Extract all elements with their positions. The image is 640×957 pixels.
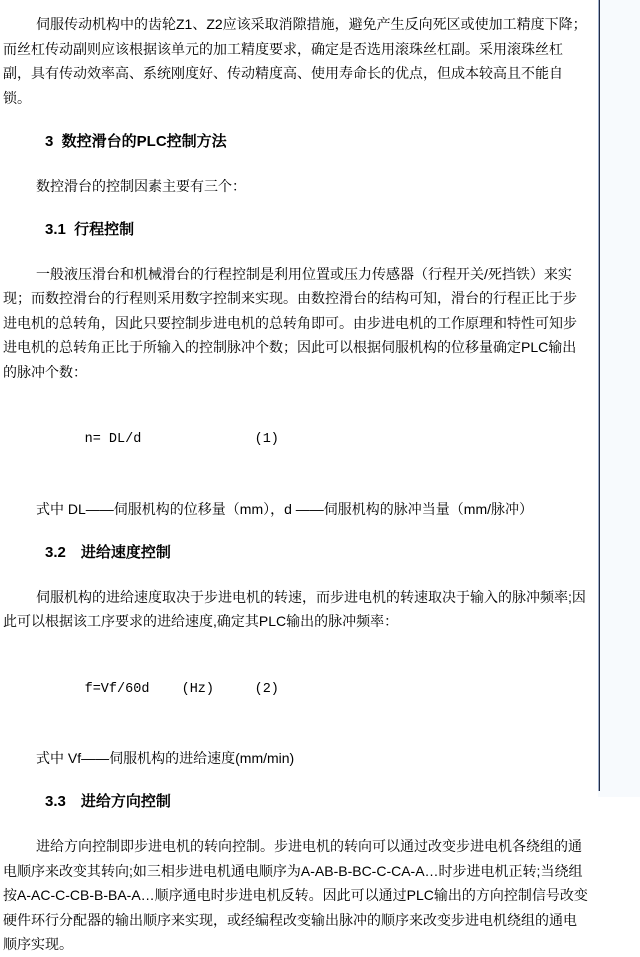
window-background-strip xyxy=(601,0,640,797)
paragraph-feed-speed: 伺服机构的进给速度取决于步进电机的转速，而步进电机的转速取决于输入的脉冲频率;因此可以根据该工序要求的进给速度,确定其PLC输出的脉冲频率： xyxy=(3,588,586,629)
heading-section-3-plc-control: 3 数控滑台的PLC控制方法 xyxy=(45,132,227,150)
paragraph-formula-2-legend: 式中 Vf——伺服机构的进给速度(mm/min) xyxy=(36,750,295,766)
formula-2-unit: (Hz) xyxy=(181,681,215,697)
paragraph-formula-1-legend: 式中 DL——伺服机构的位移量（mm），d ——伺服机构的脉冲当量（mm/脉冲） xyxy=(36,500,533,517)
heading-section-3-3-feed-direction-control: 3.3 进给方向控制 xyxy=(45,793,171,810)
formula-1-number: (1) xyxy=(254,432,279,447)
heading-section-3-1-stroke-control: 3.1 行程控制 xyxy=(45,220,135,238)
heading-section-3-2-feed-speed-control: 3.2 进给速度控制 xyxy=(45,543,171,561)
formula-pulse-count xyxy=(3,404,589,478)
formula-pulse-frequency xyxy=(3,653,589,727)
formula-2-number: (2) xyxy=(254,681,279,697)
paragraph-control-factors: 数控滑台的控制因素主要有三个： xyxy=(36,177,246,194)
paragraph-gear-backlash: 伺服传动机构中的齿轮Z1、Z2应该采取消隙措施，避免产生反向死区或使加工精度下降；而丝杠传动副则应该根据该单元的加工精度要求，确定是否选用滚珠丝杠副。采用滚珠丝杠副，具有传动效率高、系统刚度好、传动精度高、使用寿命长的优点，但成本较高且不能自锁。 xyxy=(3,16,587,106)
formula-1-expression: n= DL/d xyxy=(84,432,142,447)
paragraph-feed-direction: 进给方向控制即步进电机的转向控制。步进电机的转向可以通过改变步进电机各绕组的通电顺序来改变其转向;如三相步进电机通电顺序为A-AB-B-BC-C-CA-A…时步进电机正转;当绕组按A-AC-C-CB-B-BA-A…顺序通电时步进电机反转。因此可以通过PLC输出的方向控制信号改变硬件环行分配器的输出顺序来实现，或经编程改变输出脉冲的顺序来改变步进电机绕组的通电顺序实现。 xyxy=(3,838,588,952)
formula-2-expression: f=Vf/60d xyxy=(84,681,150,697)
paragraph-stroke-control: 一般液压滑台和机械滑台的行程控制是利用位置或压力传感器（行程开关/死挡铁）来实现；而数控滑台的行程则采用数字控制来实现。由数控滑台的结构可知，滑台的行程正比于步进电机的总转角，因此只要控制步进电机的总转角即可。由步进电机的工作原理和特性可知步进电机的总转角正比于所输入的控制脉冲个数；因此可以根据伺服机构的位移量确定PLC输出的脉冲个数： xyxy=(3,265,577,380)
page-right-border xyxy=(598,0,600,791)
